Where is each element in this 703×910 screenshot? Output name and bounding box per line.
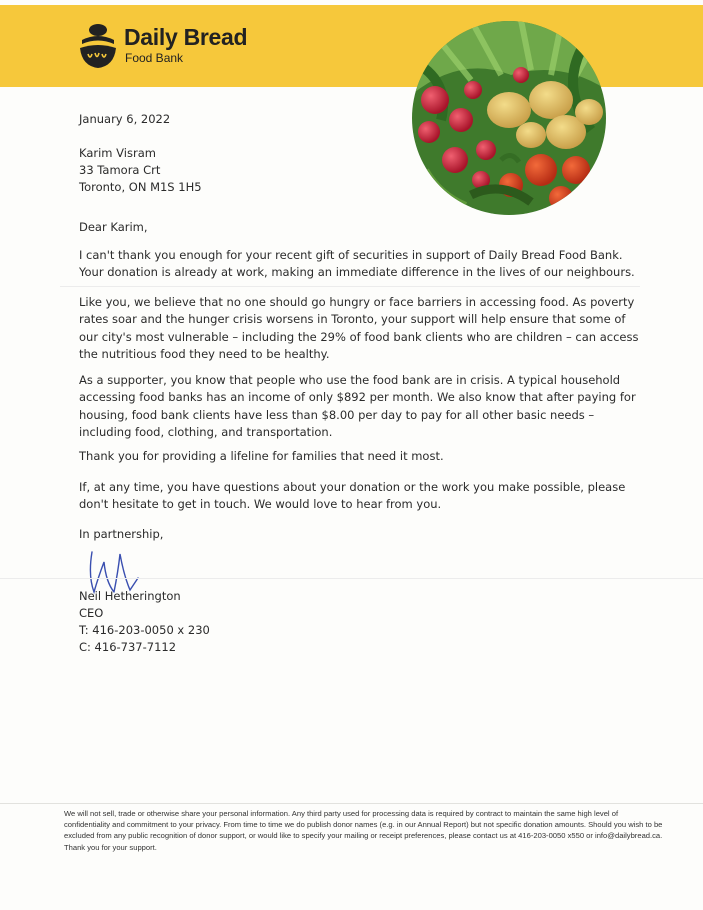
bread-bowl-icon <box>78 22 118 70</box>
org-subname: Food Bank <box>125 51 184 65</box>
recipient-street: 33 Tamora Crt <box>79 163 161 177</box>
vegetables-photo <box>411 20 607 216</box>
signer-name: Neil Hetherington <box>79 589 181 603</box>
paragraph-gratitude: I can't thank you enough for your recent gift of securities in support of Daily Bread Food Bank. Your donation is already at work, making an immediate difference in the lives of our neighbours. <box>79 248 635 280</box>
paragraph-contact: If, at any time, you have questions about your donation or the work you make possible, please don't hesitate to get in touch. We would love to hear from you. <box>79 480 626 512</box>
org-name: Daily Bread <box>124 24 248 50</box>
privacy-notice: We will not sell, trade or otherwise share your personal information. Any third party used for processing data is required by contract to maintain the same high level of confidentiality and commitment to your privacy. From time to time we do publish donor names (e.g. in our Annual Report) but not specific donation amounts. Should you wish to be excluded from any public recognition of donor support, or would like to specify your mailing or receipt preferences, please contact us at 416-203-0050 x550 or info@dailybread.ca. Thank you for your support. <box>64 809 663 852</box>
recipient-city: Toronto, ON M1S 1H5 <box>79 180 202 194</box>
signer-cell: C: 416-737-7112 <box>79 640 177 654</box>
signer-title: CEO <box>79 606 104 620</box>
letter-date: January 6, 2022 <box>79 112 171 126</box>
closing: In partnership, <box>79 527 164 541</box>
recipient-name: Karim Visram <box>79 146 156 160</box>
salutation: Dear Karim, <box>79 220 148 234</box>
paragraph-belief: Like you, we believe that no one should go hungry or face barriers in accessing food. As poverty rates soar and the hunger crisis worsens in Toronto, your support will help ensure that some of our city's most vulnerable – including the 29% of food bank clients who are children – can access the nutritious food they need to be healthy. <box>79 295 639 361</box>
scan-artifact <box>60 286 640 287</box>
paragraph-crisis: As a supporter, you know that people who use the food bank are in crisis. A typical household accessing food banks has an income of only $892 per month. We also know that after paying for housing, food bank clients have less than $8.00 per day to pay for all other basic needs – including food, clothing, and transportation. <box>79 373 636 439</box>
scan-artifact <box>0 578 703 579</box>
footer-divider <box>0 803 703 804</box>
paragraph-lifeline: Thank you for providing a lifeline for families that need it most. <box>79 449 444 463</box>
signer-phone: T: 416-203-0050 x 230 <box>79 623 210 637</box>
